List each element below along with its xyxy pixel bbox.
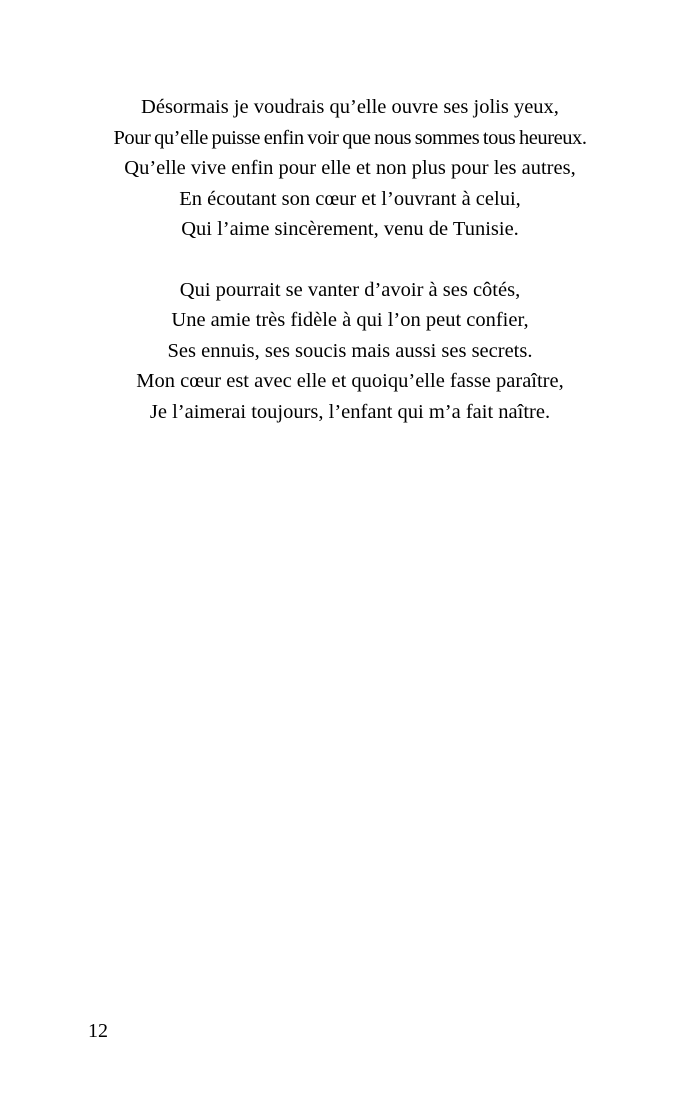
poem-line: Je l’aimerai toujours, l’enfant qui m’a fait naître.: [149, 400, 551, 423]
poem-line: Qu’elle vive enfin pour elle et non plus pour les autres,: [124, 157, 576, 179]
page-number: 12: [88, 1020, 108, 1042]
stanza-2: [0, 275, 700, 428]
poem-line: En écoutant son cœur et l’ouvrant à celui,: [179, 187, 521, 210]
poem-line: Qui l’aime sincèrement, venu de Tunisie.: [181, 218, 519, 240]
poem-line: Une amie très fidèle à qui l’on peut confier,: [171, 309, 529, 331]
stanza-1: [0, 92, 700, 245]
poem-line: Ses ennuis, ses soucis mais aussi ses secrets.: [167, 339, 533, 362]
poem-line: Mon cœur est avec elle et quoiqu’elle fasse paraître,: [136, 370, 564, 392]
poem-line: Qui pourrait se vanter d’avoir à ses côtés,: [179, 278, 521, 301]
poem-line: Désormais je voudrais qu’elle ouvre ses jolis yeux,: [141, 96, 559, 118]
poem: [0, 92, 700, 427]
poem-line: Pour qu’elle puisse enfin voir que nous sommes tous heureux.: [113, 126, 587, 149]
